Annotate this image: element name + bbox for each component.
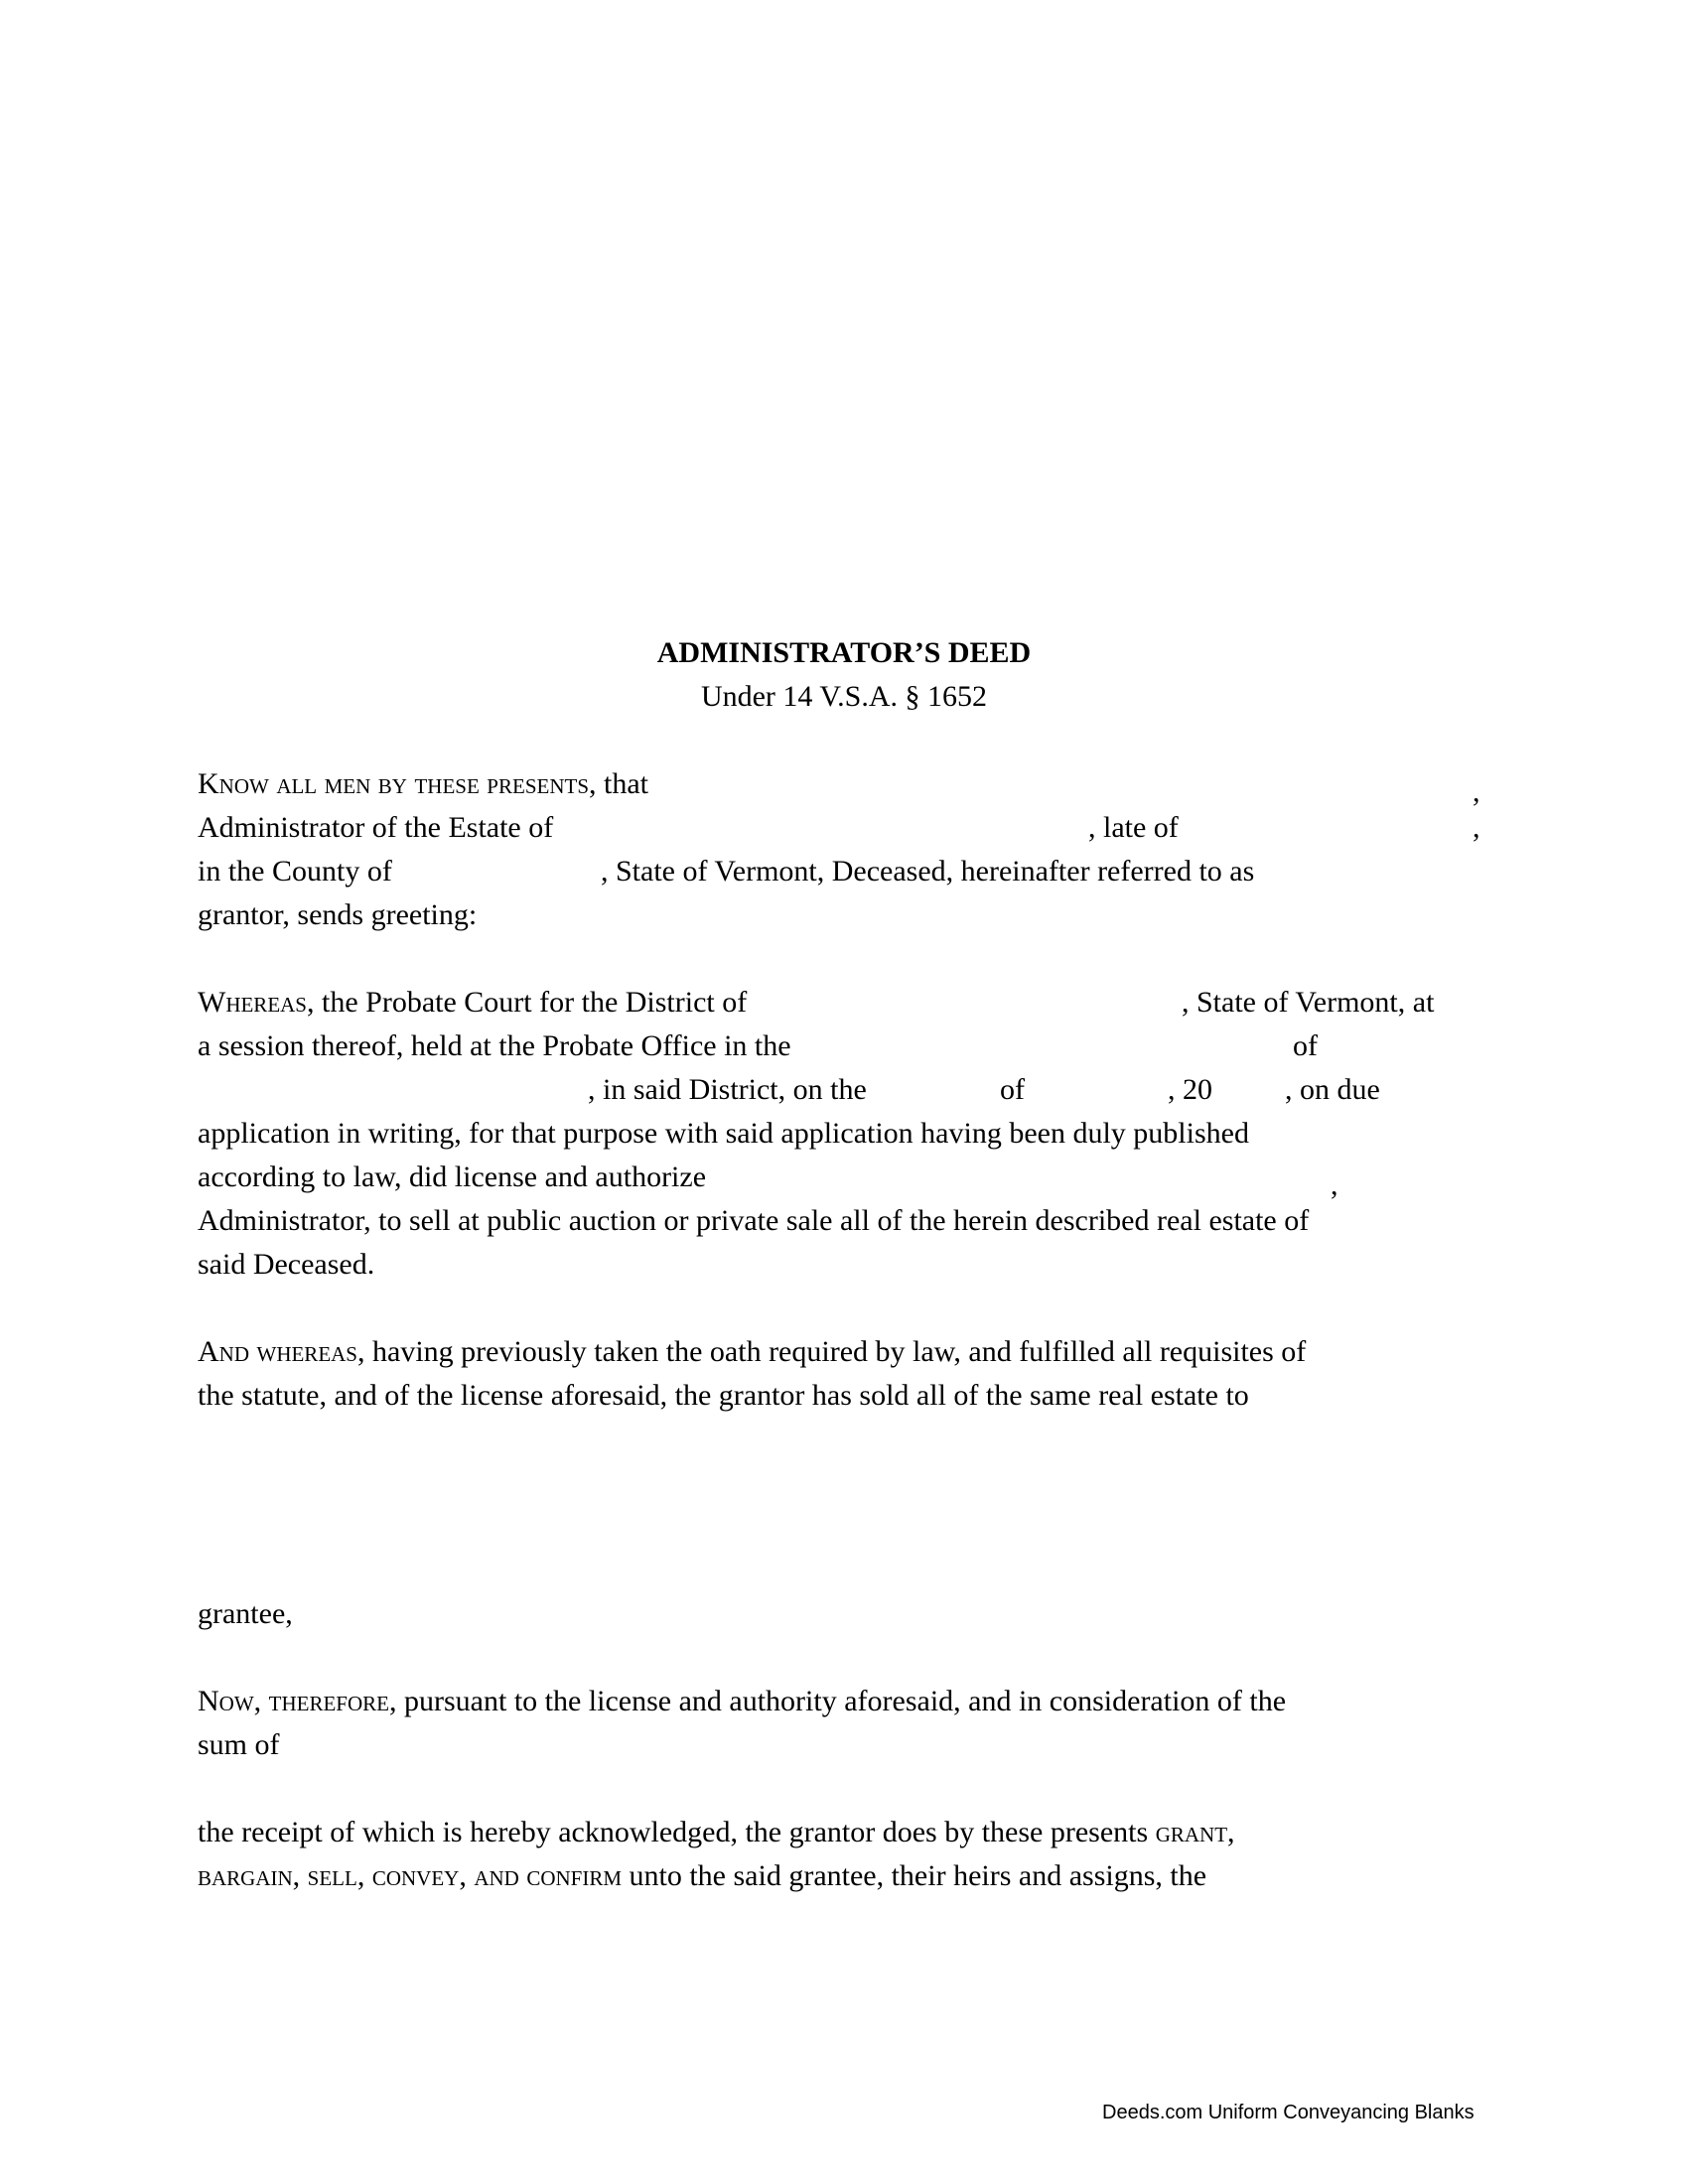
- p5-line-2: [198, 1854, 1206, 1898]
- p2-line-3-d: , on due: [1285, 1073, 1380, 1106]
- p1-line-1-text: , that: [589, 767, 648, 800]
- document-title: ADMINISTRATOR’S DEED: [656, 636, 1032, 669]
- p4-line-2: sum of: [198, 1728, 280, 1761]
- p5-line-2-text: unto the said grantee, their heirs and assigns, the: [629, 1859, 1207, 1892]
- p2-line-4: application in writing, for that purpose with said application having been duly published: [198, 1117, 1249, 1150]
- p2-line-2-b: of: [1293, 1029, 1318, 1062]
- p2-line-5-a: according to law, did license and authorize: [198, 1160, 707, 1193]
- p3-line-2: the statute, and of the license aforesaid, the grantor has sold all of the same real estate to: [198, 1379, 1249, 1412]
- p3-line-1-text: , having previously taken the oath required by law, and fulfilled all requisites of: [357, 1335, 1307, 1368]
- p4-line-1: [198, 1680, 1286, 1723]
- p2-line-1-b: , State of Vermont, at: [1182, 986, 1435, 1019]
- p1-line-2-a: Administrator of the Estate of: [198, 811, 554, 844]
- p2-line-5-end: ,: [1331, 1168, 1338, 1201]
- p2-lead: Whereas: [198, 986, 307, 1019]
- p1-line-3-a: in the County of: [198, 855, 392, 887]
- p2-line-6: Administrator, to sell at public auction or private sale all of the herein described real estate of: [198, 1204, 1310, 1237]
- p4-line-1-text: , pursuant to the license and authority aforesaid, and in consideration of the: [389, 1685, 1287, 1717]
- p3-lead: And whereas: [198, 1335, 357, 1368]
- p2-line-2-a: a session thereof, held at the Probate Office in the: [198, 1029, 791, 1062]
- p1-line-1-end: ,: [1473, 775, 1480, 808]
- p3-line-1: [198, 1330, 1306, 1374]
- p2-line-1-a: [198, 981, 747, 1024]
- p2-line-1-text: , the Probate Court for the District of: [307, 986, 748, 1019]
- p1-line-4: grantor, sends greeting:: [198, 898, 478, 931]
- p1-lead: Know all men by these presents: [198, 767, 589, 800]
- p1-line-2-b: , late of: [1088, 811, 1179, 844]
- grantee-label: grantee,: [198, 1597, 293, 1630]
- p5-line-1-text: the receipt of which is hereby acknowledged, the grantor does by these presents: [198, 1816, 1149, 1848]
- p5-conveyance-terms: bargain, sell, convey, and confirm: [198, 1859, 623, 1892]
- p5-grant-term: grant,: [1155, 1816, 1235, 1848]
- p2-line-3-a: , in said District, on the: [588, 1073, 867, 1106]
- p5-line-1: [198, 1811, 1235, 1854]
- document-subtitle: Under 14 V.S.A. § 1652: [700, 680, 988, 713]
- p2-line-3-c: , 20: [1168, 1073, 1212, 1106]
- p2-line-7: said Deceased.: [198, 1248, 375, 1281]
- p1-line-3-b: , State of Vermont, Deceased, hereinafter referred to as: [601, 855, 1255, 887]
- p1-line-2-end: ,: [1473, 811, 1480, 844]
- p4-lead: Now, therefore: [198, 1685, 389, 1717]
- p1-line-1: [198, 762, 648, 806]
- p2-line-3-b: of: [1000, 1073, 1025, 1106]
- footer-note: Deeds.com Uniform Conveyancing Blanks: [1102, 2102, 1475, 2123]
